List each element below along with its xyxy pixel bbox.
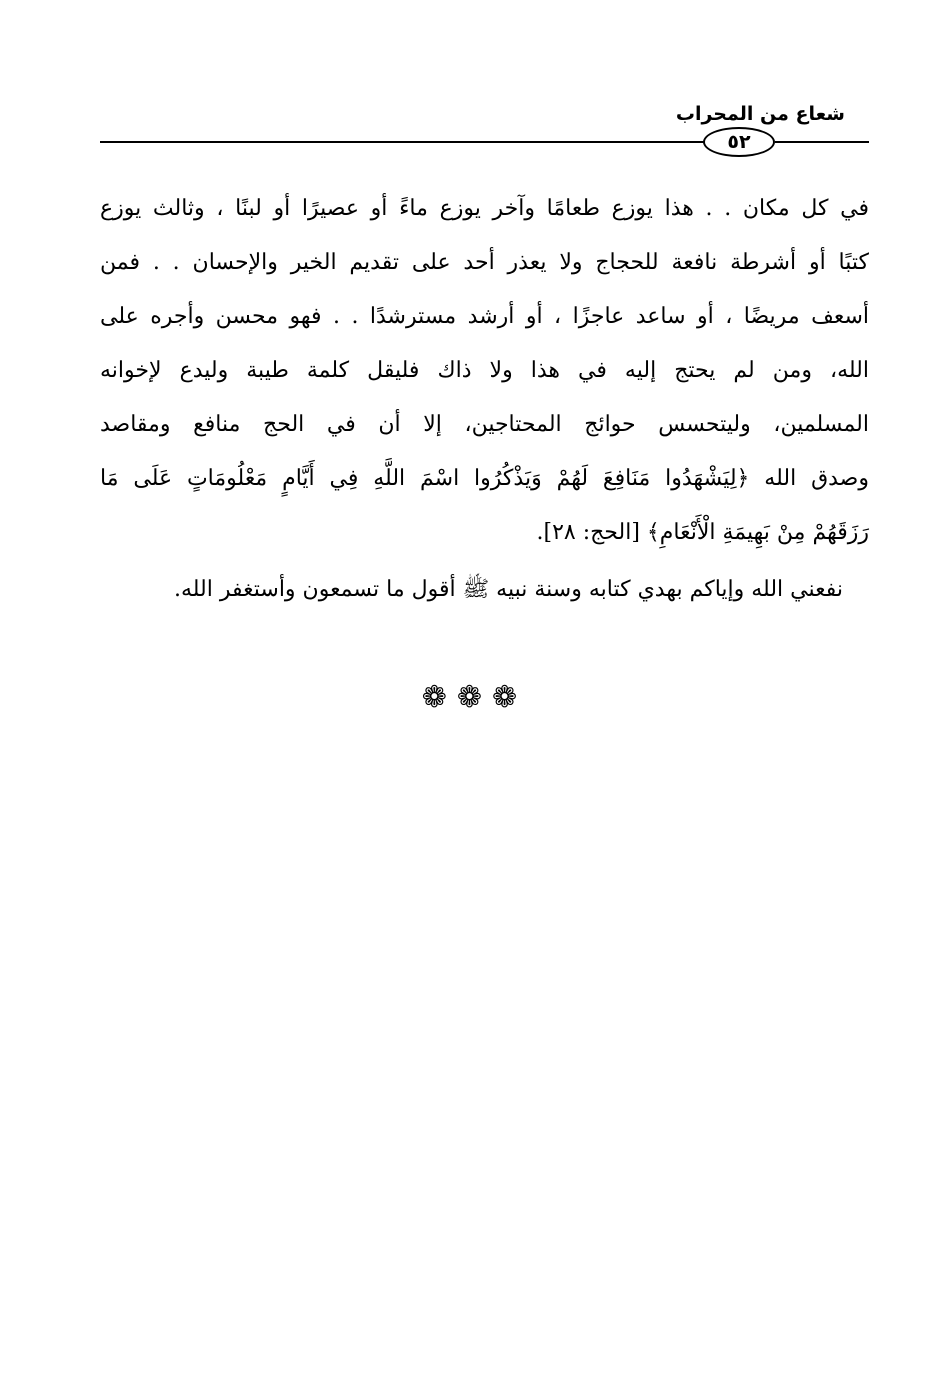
page-number: ٥٢	[703, 127, 775, 157]
text-line: رَزَقَهُمْ مِنْ بَهِيمَةِ الْأَنْعَامِ﴾ [الحج: ٢٨].	[536, 520, 869, 545]
header-rule-right	[775, 141, 869, 143]
text-line: وصدق الله ﴿لِيَشْهَدُوا مَنَافِعَ لَهُمْ وَيَذْكُرُوا اسْمَ اللَّهِ فِي أَيَّامٍ مَعْلُومَاتٍ عَلَى مَا	[100, 466, 869, 491]
text-line: في كل مكان . . هذا يوزع طعامًا وآخر يوزع ماءً أو عصيرًا أو لبنًا ، وثالث يوزع	[100, 196, 869, 221]
text-line: الله، ومن لم يحتج إليه في هذا ولا ذاك فليقل كلمة طيبة وليدع لإخوانه	[100, 358, 869, 383]
text-line: كتبًا أو أشرطة نافعة للحجاج ولا يعذر أحد على تقديم الخير والإحسان . . فمن	[100, 250, 869, 275]
closing-prayer: نفعني الله وإياكم بهدي كتابه وسنة نبيه ﷺ أقول ما تسمعون وأستغفر الله.	[173, 577, 843, 602]
text-line: المسلمين، وليتحسس حوائج المحتاجين، إلا أن في الحج منافع ومقاصد	[100, 412, 869, 437]
section-end-ornaments: ❁❁❁	[421, 680, 528, 715]
header-rule-left	[100, 141, 705, 143]
body-paragraph	[100, 182, 869, 560]
text-line: أسعف مريضًا ، أو ساعد عاجزًا ، أو أرشد مسترشدًا . . فهو محسن وأجره على	[100, 304, 869, 329]
running-header-title: شعاع من المحراب	[675, 103, 845, 125]
